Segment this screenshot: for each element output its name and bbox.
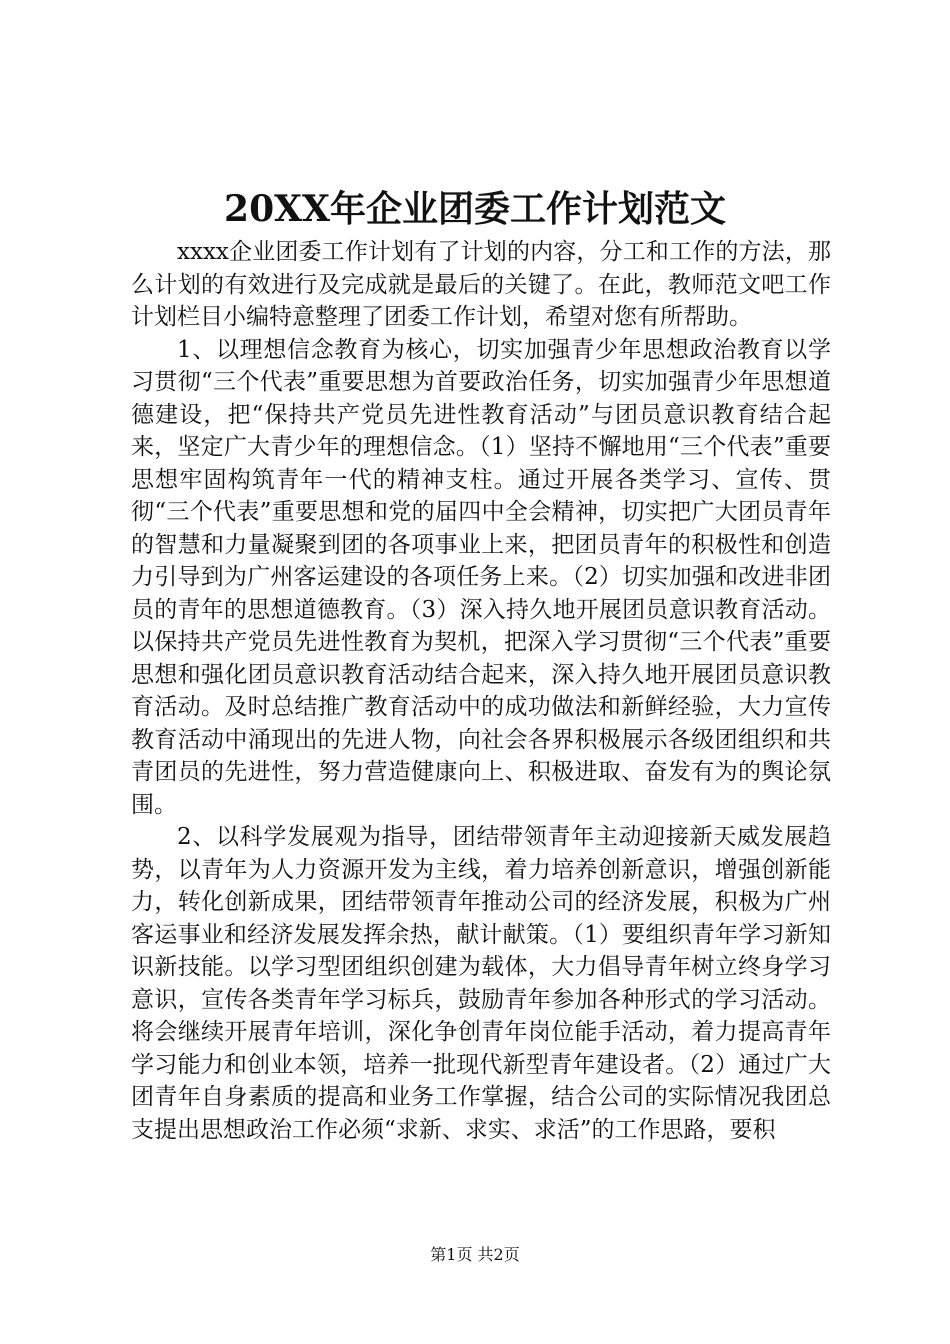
paragraph-section-1: 1、以理想信念教育为核心，切实加强青少年思想政治教育以学习贯彻“三个代表”重要思想为首要政治任务，切实加强青少年思想道德建设，把“保持共产党员先进性教育活动”与团员意识教育结合起来，坚定广大青少年的理想信念。（1）坚持不懈地用“三个代表”重要思想牢固构筑青年一代的精神支柱。通过开展各类学习、宣传、贯彻“三个代表”重要思想和党的届四中全会精神，切实把广大团员青年的智慧和力量凝聚到团的各项事业上来，把团员青年的积极性和创造力引导到为广州客运建设的各项任务上来。（2）切实加强和改进非团员的青年的思想道德教育。（3）深入持久地开展团员意识教育活动。以保持共产党员先进性教育为契机，把深入学习贯彻“三个代表”重要思想和强化团员意识教育活动结合起来，深入持久地开展团员意识教育活动。及时总结推广教育活动中的成功做法和新鲜经验，大力宣传教育活动中涌现出的先进人物，向社会各界积极展示各级团组织和共青团员的先进性，努力营造健康向上、积极进取、奋发有为的舆论氛围。 bbox=[131, 336, 831, 818]
document-body bbox=[131, 236, 831, 1146]
page-title: 20XX年企业团委工作计划范文 bbox=[224, 188, 726, 230]
paragraph-intro: xxxx企业团委工作计划有了计划的内容，分工和工作的方法，那么计划的有效进行及完成就是最后的关键了。在此，教师范文吧工作计划栏目小编特意整理了团委工作计划，希望对您有所帮助。 bbox=[131, 239, 831, 330]
page-footer: 第1页 共2页 bbox=[430, 1245, 520, 1264]
paragraph-section-2: 2、以科学发展观为指导，团结带领青年主动迎接新天威发展趋势，以青年为人力资源开发为主线，着力培养创新意识，增强创新能力，转化创新成果，团结带领青年推动公司的经济发展，积极为广州客运事业和经济发展发挥余热，献计献策。（1）要组织青年学习新知识新技能。以学习型团组织创建为载体，大力倡导青年树立终身学习意识，宣传各类青年学习标兵，鼓励青年参加各种形式的学习活动。将会继续开展青年培训，深化争创青年岗位能手活动，着力提高青年学习能力和创业本领，培养一批现代新型青年建设者。（2）通过广大团青年自身素质的提高和业务工作掌握，结合公司的实际情况我团总支提出思想政治工作必须“求新、求实、求活”的工作思路，要积 bbox=[131, 824, 831, 1143]
